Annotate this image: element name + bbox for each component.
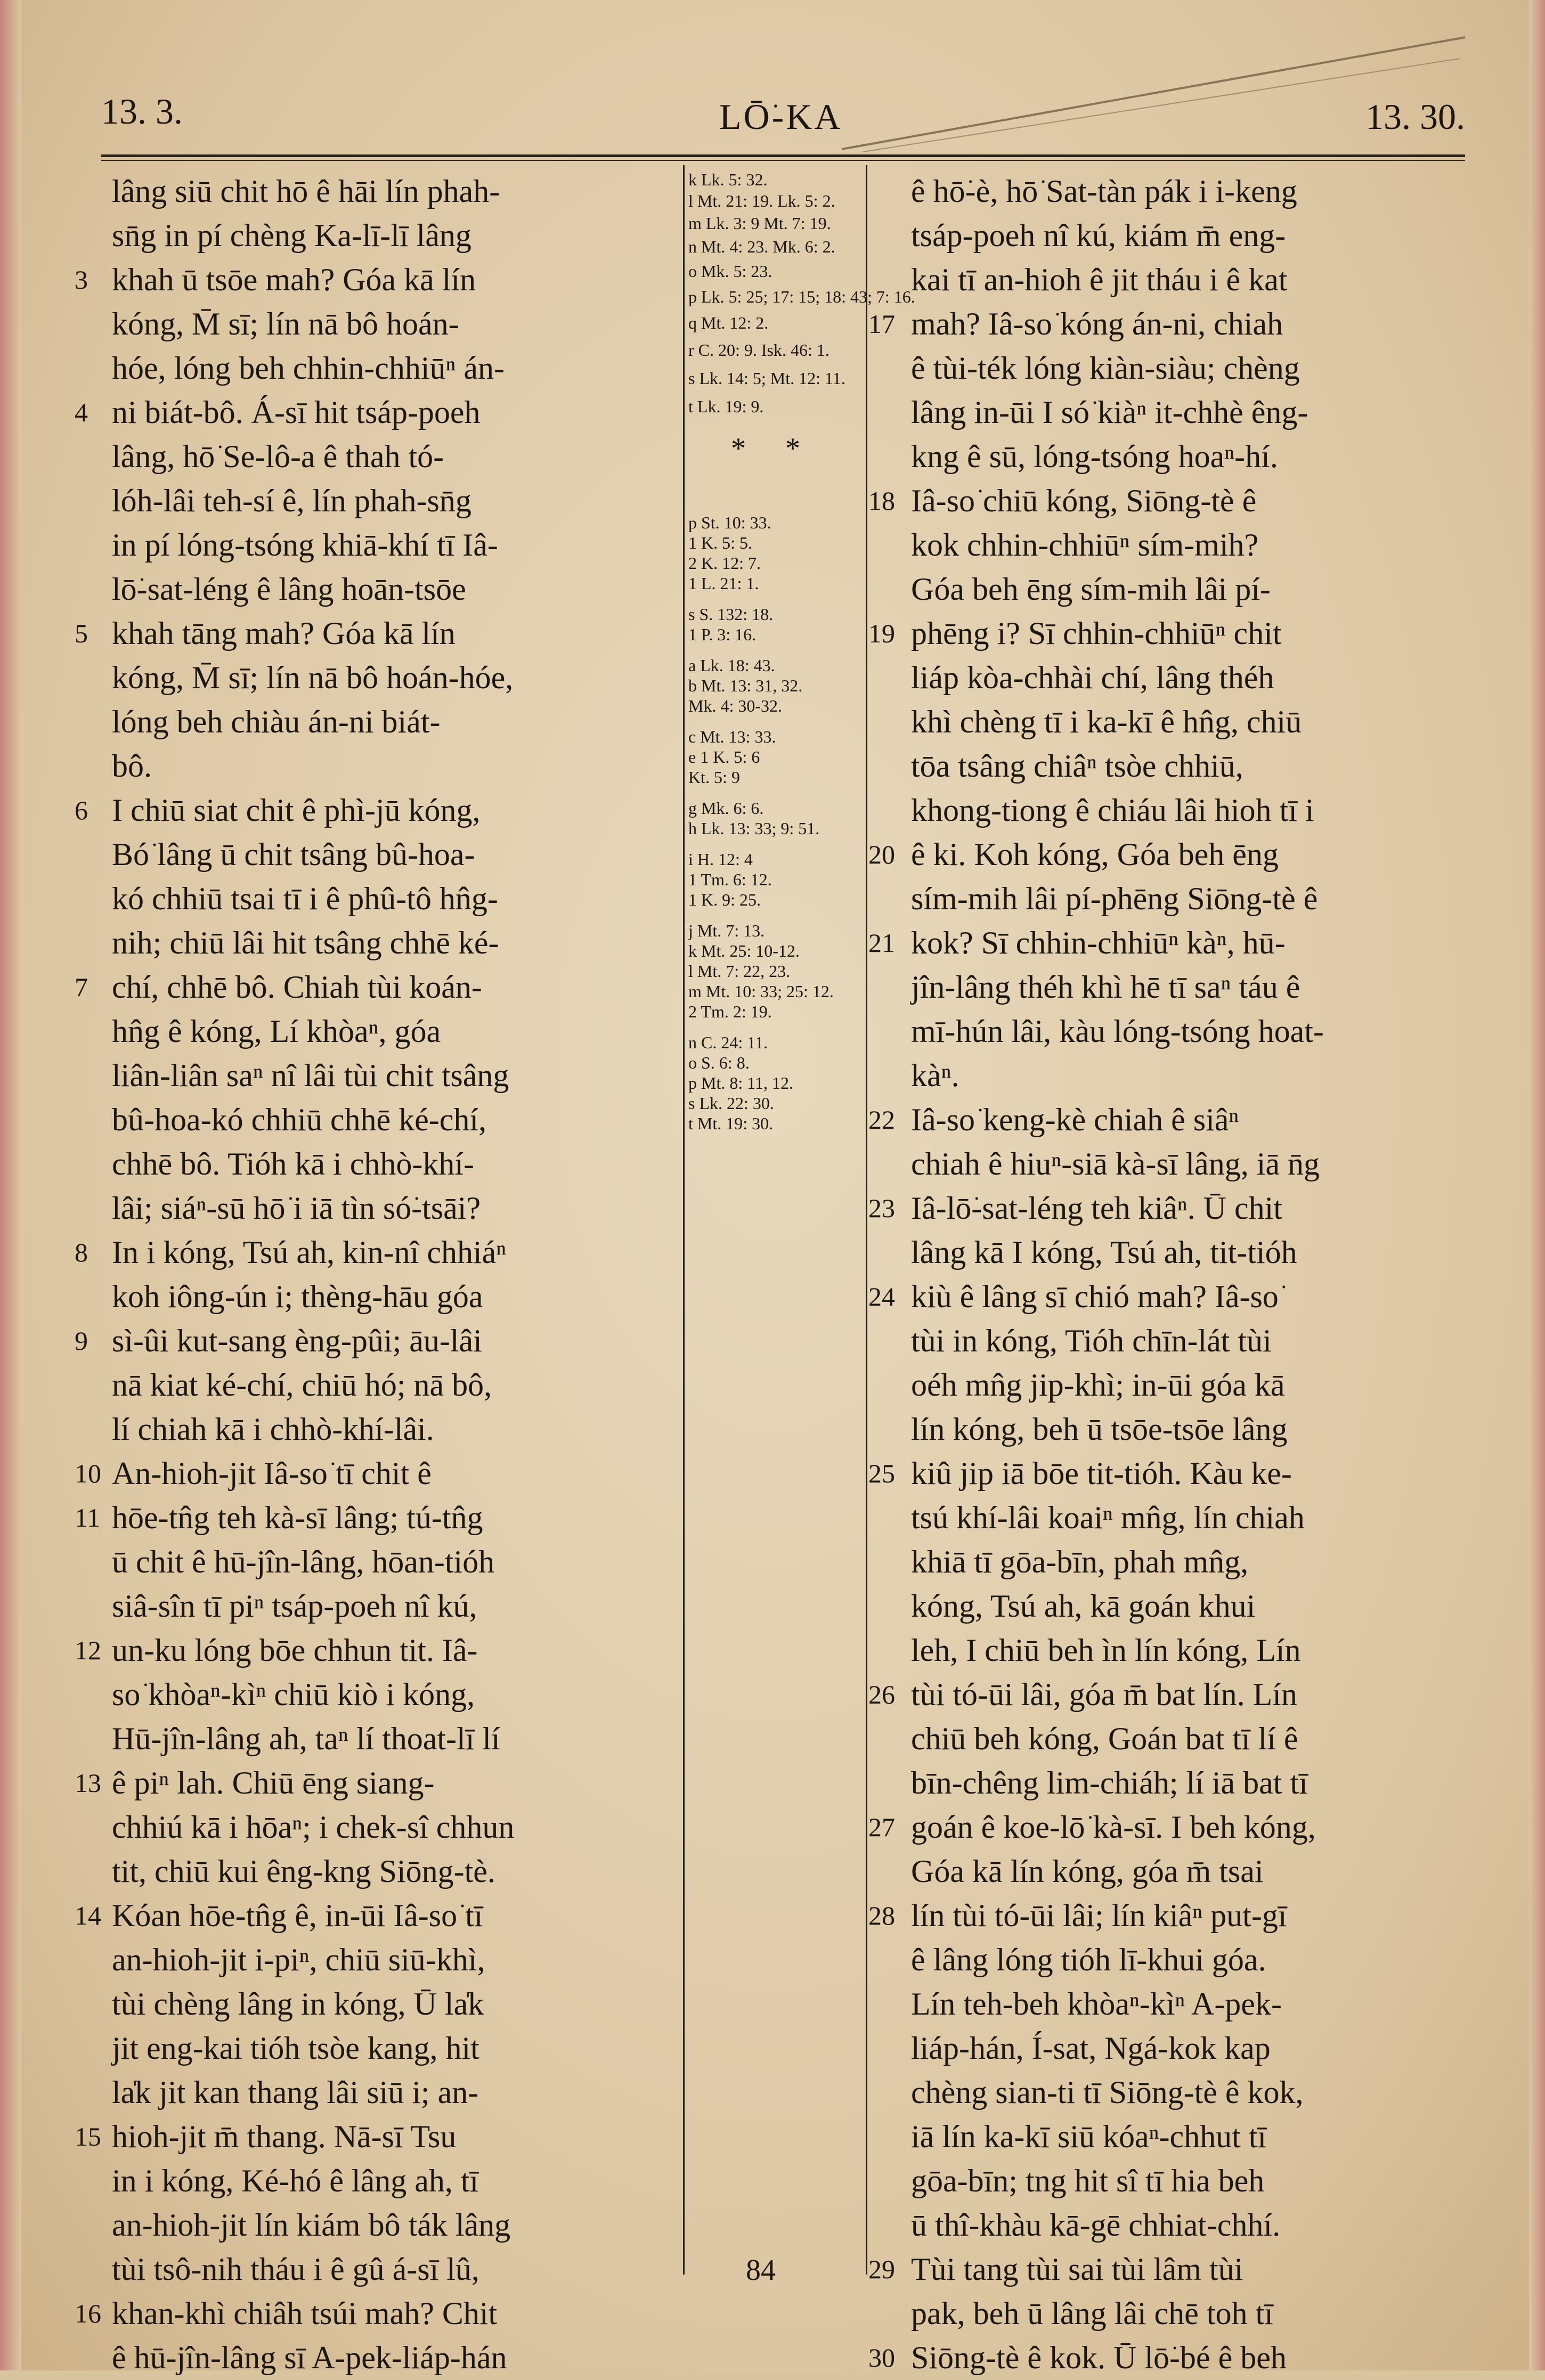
line-text: gōa-bīn; tng hit sî tī hia beh [911,2163,1265,2198]
text-line [80,567,671,612]
text-line [80,302,671,346]
line-text: kiû jip iā bōe tit-tióh. Kàu ke- [911,1456,1292,1491]
text-line [80,1938,671,1982]
cross-ref-entry: s Lk. 22: 30. [688,1094,774,1113]
text-line [868,921,1465,965]
cross-ref-entry: t Mt. 19: 30. [688,1114,774,1133]
cross-ref-entry: 1 K. 5: 5. [688,533,752,552]
line-text: In i kóng, Tsú ah, kin-nî chhiáⁿ [112,1235,507,1270]
line-text: ê lâng lóng tióh lī-khui góa. [911,1942,1266,1977]
cross-ref-entry: p St. 10: 33. [688,513,771,532]
cross-ref-entry: a Lk. 18: 43. [688,656,775,675]
line-text: mī-hún lâi, kàu lóng-tsóng hoat- [911,1014,1324,1049]
line-text: jit eng-kai tióh tsòe kang, hit [112,2031,479,2066]
cross-ref-entry: Kt. 5: 9 [688,768,740,787]
line-text: lâng siū chit hō ê hāi lín phah- [112,174,500,209]
text-line [80,833,671,877]
verse-number: 20 [868,839,895,869]
header-rule [101,154,1465,157]
line-text: ê piⁿ lah. Chiū ēng siang- [112,1765,435,1800]
cross-references [688,169,915,1134]
text-line [75,1894,671,1938]
line-text: nih; chiū lâi hit tsâng chhē ké- [112,925,499,960]
text-line [75,965,671,1009]
column-divider-right [866,165,867,2275]
text-line [80,921,671,965]
cross-ref-entry: g Mk. 6: 6. [688,798,764,818]
verse-number: 28 [868,1901,895,1930]
verse-number: 24 [868,1282,895,1311]
verse-number: 17 [868,309,895,339]
text-line [75,2292,671,2336]
cross-ref-entry: j Mt. 7: 13. [688,921,765,940]
text-line [874,1628,1465,1673]
text-line [80,1982,671,2026]
text-line [75,1319,671,1363]
text-line [80,214,671,258]
verse-number: 5 [75,618,88,648]
line-text: Iâ-lō͘-sat-léng teh kiâⁿ. Ū chit [911,1191,1282,1226]
line-text: lâng in-ūi I só͘ kiàⁿ it-chhè êng- [911,395,1308,430]
text-line [868,1673,1465,1717]
cross-ref-entry: s S. 132: 18. [688,605,774,624]
cross-ref-entry: i H. 12: 4 [688,850,753,869]
line-text: hioh-jit m̄ thang. Nā-sī Tsu [112,2119,457,2154]
line-text: liân-liân saⁿ nî lâi tùi chit tsâng [112,1058,509,1093]
text-line [874,567,1465,612]
text-line [80,1849,671,1894]
line-text: leh, I chiū beh ìn lín kóng, Lín [911,1633,1301,1668]
line-text: ū thî-khàu kā-gē chhiat-chhí. [911,2207,1281,2243]
text-line [75,1496,671,1540]
text-line [80,877,671,921]
line-text: sím-mih lâi pí-phēng Siōng-tè ê [911,881,1318,916]
line-text: in pí lóng-tsóng khiā-khí tī Iâ- [112,527,498,563]
text-line [874,1319,1465,1363]
text-line [874,965,1465,1009]
line-text: tùi chèng lâng in kóng, Ū la̍k [112,1986,484,2022]
line-text: hn̂g ê kóng, Lí khòaⁿ, góa [112,1014,441,1049]
text-line [80,1584,671,1628]
line-text: lâng, hō͘ Se-lô-a ê thah tó- [112,439,444,474]
text-line [874,2115,1465,2159]
text-line [868,1452,1465,1496]
verse-number: 16 [75,2299,101,2328]
verse-number: 15 [75,2122,101,2151]
page-edge-left [0,0,21,2370]
verse-number: 8 [75,1237,88,1267]
cross-ref-entry: m Lk. 3: 9 Mt. 7: 19. [688,214,831,233]
line-text: hōe-tn̂g teh kà-sī lâng; tú-tn̂g [112,1500,483,1535]
text-line [874,1363,1465,1407]
verse-number: 9 [75,1326,88,1356]
text-line [874,523,1465,567]
text-line [80,479,671,523]
text-line [75,390,671,435]
line-text: lín kóng, beh ū tsōe-tsōe lâng [911,1412,1288,1447]
verse-number: 29 [868,2254,895,2284]
line-text: tùi tó-ūi lâi, góa m̄ bat lín. Lín [911,1677,1297,1712]
text-line [874,1496,1465,1540]
text-line [874,744,1465,788]
verse-number: 23 [868,1193,895,1223]
text-line [868,612,1465,656]
line-text: kàⁿ. [911,1058,959,1093]
line-text: ni biát-bô. Á-sī hit tsáp-poeh [112,395,481,430]
line-text: kóng, M̄ sī; lín nā bô hoán-hóe, [112,660,514,695]
text-line [874,656,1465,700]
line-text: iā lín ka-kī siū kóaⁿ-chhut tī [911,2119,1267,2154]
line-text: oéh mn̂g jip-khì; in-ūi góa kā [911,1367,1285,1403]
line-text: chhiú kā i hōaⁿ; i chek-sî chhun [112,1810,515,1845]
line-text: An-hioh-jit Iâ-so͘ tī chit ê [112,1456,432,1491]
line-text: nā kiat ké-chí, chiū hó; nā bô, [112,1367,492,1403]
text-line [874,2203,1465,2247]
text-line [80,1009,671,1054]
line-text: liáp kòa-chhài chí, lâng théh [911,660,1274,695]
text-line [868,1186,1465,1230]
verse-number: 10 [75,1458,101,1488]
verse-number: 21 [868,928,895,958]
text-line [874,258,1465,302]
line-text: khiā tī gōa-bīn, phah mn̂g, [911,1544,1249,1579]
text-line [80,1717,671,1761]
text-line [874,1849,1465,1894]
text-line [80,2336,671,2380]
text-line [874,390,1465,435]
line-text: ê hō͘-è, hō͘ Sat-tàn pák i i-keng [911,174,1297,209]
line-text: tsáp-poeh nî kú, kiám m̄ eng- [911,218,1286,253]
verse-number: 30 [868,2343,895,2373]
text-line [80,1363,671,1407]
text-line [80,435,671,479]
cross-ref-entry: t Lk. 19: 9. [688,397,764,416]
line-text: hóe, lóng beh chhin-chhiūⁿ án- [112,351,505,386]
line-text: Góa kā lín kóng, góa m̄ tsai [911,1854,1264,1889]
text-line [874,214,1465,258]
line-text: lín tùi tó-ūi lâi; lín kiâⁿ put-gī [911,1898,1287,1933]
page-edge-right [1529,0,1545,2370]
cross-ref-entry: o Mk. 5: 23. [688,262,772,281]
cross-ref-entry: l Mt. 7: 22, 23. [688,961,791,981]
line-text: goán ê koe-lō͘ kà-sī. I beh kóng, [911,1810,1316,1845]
verse-number: 3 [75,265,88,295]
line-text: kóng, M̄ sī; lín nā bô hoán- [112,306,459,341]
text-line [80,2071,671,2115]
text-line [868,2336,1465,2380]
line-text: Bó͘ lâng ū chit tsâng bû-hoa- [112,837,475,872]
cross-ref-entry: 2 K. 12: 7. [688,553,761,573]
line-text: chèng sian-ti tī Siōng-tè ê kok, [911,2075,1304,2110]
line-text: bû-hoa-kó chhiū chhē ké-chí, [112,1102,487,1137]
text-line [80,2026,671,2071]
text-line [75,788,671,833]
line-text: lí chiah kā i chhò-khí-lâi. [112,1412,434,1447]
text-line [874,2071,1465,2115]
line-text: ê ki. Koh kóng, Góa beh ēng [911,837,1279,872]
text-line [874,2026,1465,2071]
cross-ref-entry: p Mt. 8: 11, 12. [688,1073,794,1093]
cross-ref-entry: s Lk. 14: 5; Mt. 12: 11. [688,369,845,388]
line-text: kok? Sī chhin-chhiūⁿ kàⁿ, hū- [911,925,1286,960]
text-line [874,1407,1465,1452]
text-line [874,700,1465,744]
cross-ref-entry: r C. 20: 9. Isk. 46: 1. [688,340,830,360]
line-text: an-hioh-jit i-piⁿ, chiū siū-khì, [112,1942,485,1977]
line-text: sì-ûi kut-sang èng-pûi; āu-lâi [112,1323,482,1358]
text-line [80,2247,671,2292]
verse-number: 25 [868,1458,895,1488]
line-text: Tùi tang tùi sai tùi lâm tùi [911,2252,1243,2287]
text-line [80,1540,671,1584]
text-line [874,1054,1465,1098]
line-text: khan-khì chiâh tsúi mah? Chit [112,2296,498,2331]
line-text: kng ê sū, lóng-tsóng hoaⁿ-hí. [911,439,1278,474]
cross-ref-entry: 1 P. 3: 16. [688,625,757,644]
text-line [75,1230,671,1275]
header-book-title: LŌ͘-KA [719,96,843,137]
cross-ref-entry: 1 Tm. 6: 12. [688,870,772,889]
header-right-ref: 13. 30. [1365,96,1465,137]
text-line [80,700,671,744]
text-line [874,169,1465,214]
line-text: tit, chiū kui êng-kng Siōng-tè. [112,1854,495,1889]
line-text: chiū beh kóng, Goán bat tī lí ê [911,1721,1298,1756]
verse-number: 27 [868,1812,895,1842]
text-line [874,1761,1465,1805]
text-line [874,435,1465,479]
line-text: Iâ-so͘ chiū kóng, Siōng-tè ê [911,483,1257,518]
cross-ref-entry: m Mt. 10: 33; 25: 12. [688,982,834,1001]
text-line [80,523,671,567]
line-text: kó chhiū tsai tī i ê phû-tô hn̂g- [112,881,498,916]
text-line [874,788,1465,833]
cross-ref-entry: Mk. 4: 30-32. [688,696,782,715]
line-text: tùi tsô-nih tháu i ê gû á-sī lû, [112,2252,479,2287]
verse-number: 22 [868,1105,895,1135]
line-text: lóh-lâi teh-sí ê, lín phah-sn̄g [112,483,471,518]
text-line [868,1894,1465,1938]
line-text: koh iông-ún i; thèng-hāu góa [112,1279,483,1314]
cross-ref-entry: k Mt. 25: 10-12. [688,941,800,960]
text-line [868,1098,1465,1142]
text-column-right [868,169,1465,2380]
line-text: Lín teh-beh khòaⁿ-kìⁿ A-pek- [911,1986,1282,2022]
line-text: kok chhin-chhiūⁿ sím-mih? [911,527,1259,563]
verse-number: 13 [75,1768,101,1798]
text-line [874,346,1465,390]
line-text: chiah ê hiuⁿ-siā kà-sī lâng, iā n̄g [911,1146,1320,1181]
cross-ref-entry: h Lk. 13: 33; 9: 51. [688,819,820,838]
verse-number: 11 [75,1503,101,1533]
text-line [874,1142,1465,1186]
text-line [75,2115,671,2159]
text-line [868,479,1465,523]
text-line [80,1805,671,1849]
line-text: khah tāng mah? Góa kā lín [112,616,456,651]
text-line [874,2292,1465,2336]
cross-ref-entry: k Lk. 5: 32. [688,170,768,189]
text-line [80,346,671,390]
verse-number: 4 [75,397,88,427]
text-line [874,1230,1465,1275]
verse-number: 26 [868,1680,895,1709]
text-line [80,1407,671,1452]
line-text: lâng kā I kóng, Tsú ah, tit-tióh [911,1235,1297,1270]
cross-ref-entry: l Mt. 21: 19. Lk. 5: 2. [688,191,835,210]
verse-number: 12 [75,1635,101,1665]
line-text: khì chèng tī i ka-kī ê hn̂g, chiū [911,704,1302,739]
line-text: tsú khí-lâi koaiⁿ mn̂g, lín chiah [911,1500,1305,1535]
line-text: Góa beh ēng sím-mih lâi pí- [911,572,1271,607]
text-column-left [75,169,671,2380]
text-line [868,2247,1465,2292]
line-text: siâ-sîn tī piⁿ tsáp-poeh nî kú, [112,1588,477,1624]
line-text: la̍k jit kan thang lâi siū i; an- [112,2075,479,2110]
line-text: liáp-hán, Í-sat, Ngá-kok kap [911,2031,1271,2066]
text-line [874,1717,1465,1761]
line-text: sn̄g in pí chèng Ka-lī-lī lâng [112,218,471,253]
line-text: in i kóng, Ké-hó ê lâng ah, tī [112,2163,479,2198]
cross-ref-entry: b Mt. 13: 31, 32. [688,676,803,695]
line-text: jîn-lâng théh khì hē tī saⁿ táu ê [911,969,1300,1005]
text-line [75,1628,671,1673]
line-text: I chiū siat chit ê phì-jū kóng, [112,793,481,828]
text-line [75,1452,671,1496]
line-text: chí, chhē bô. Chiah tùi koán- [112,969,482,1005]
page-number: 84 [746,2254,776,2287]
line-text: khong-tiong ê chiáu lâi hioh tī i [911,793,1314,828]
cross-ref-entry: e 1 K. 5: 6 [688,747,760,767]
text-line [80,1186,671,1230]
line-text: chhē bô. Tióh kā i chhò-khí- [112,1146,474,1181]
text-line [868,302,1465,346]
verse-number: 14 [75,1901,101,1930]
text-line [80,656,671,700]
cross-ref-entry: 2 Tm. 2: 19. [688,1002,772,1021]
text-line [868,1275,1465,1319]
section-stars: * * [731,432,816,465]
line-text: pak, beh ū lâng lâi chē toh tī [911,2296,1273,2331]
header-left-ref: 13. 3. [101,91,183,132]
text-line [874,877,1465,921]
column-divider-left [683,165,685,2275]
text-line [874,1009,1465,1054]
verse-number: 6 [75,795,88,825]
text-line [80,1054,671,1098]
cross-ref-entry: 1 L. 21: 1. [688,574,759,593]
text-line [80,744,671,788]
text-line [868,833,1465,877]
verse-number: 18 [868,486,895,516]
line-text: un-ku lóng bōe chhun tit. Iâ- [112,1633,478,1668]
line-text: kóng, Tsú ah, kā goán khui [911,1588,1256,1624]
line-text: an-hioh-jit lín kiám bô ták lâng [112,2207,511,2243]
text-line [868,1805,1465,1849]
line-text: kiù ê lâng sī chió mah? Iâ-so͘ [911,1279,1279,1314]
text-line [874,1938,1465,1982]
line-text: Iâ-so͘ keng-kè chiah ê siâⁿ [911,1102,1239,1137]
line-text: lóng beh chiàu án-ni biát- [112,704,441,739]
line-text: so͘ khòaⁿ-kìⁿ chiū kiò i kóng, [112,1677,475,1712]
verse-number: 7 [75,972,88,1002]
text-line [75,1761,671,1805]
line-text: khah ū tsōe mah? Góa kā lín [112,262,476,297]
text-line [80,1673,671,1717]
cross-ref-entry: n Mt. 4: 23. Mk. 6: 2. [688,237,835,256]
cross-ref-entry: 1 K. 9: 25. [688,890,761,909]
text-line [80,1275,671,1319]
text-line [80,1142,671,1186]
line-text: lō͘-sat-léng ê lâng hoān-tsōe [112,572,466,607]
text-line [874,2159,1465,2203]
line-text: ê hū-jîn-lâng sī A-pek-liáp-hán [112,2340,507,2375]
cross-ref-entry: q Mt. 12: 2. [688,313,769,332]
text-line [80,2159,671,2203]
line-text: ê tùi-ték lóng kiàn-siàu; chèng [911,351,1300,386]
text-line [75,258,671,302]
page-header [101,85,1465,149]
line-text: mah? Iâ-so͘ kóng án-ni, chiah [911,306,1283,341]
verse-number: 19 [868,618,895,648]
cross-ref-entry: o S. 6: 8. [688,1053,750,1072]
line-text: ū chit ê hū-jîn-lâng, hōan-tióh [112,1544,495,1579]
text-line [80,2203,671,2247]
line-text: kai tī an-hioh ê jit tháu i ê kat [911,262,1288,297]
line-text: Hū-jîn-lâng ah, taⁿ lí thoat-lī lí [112,1721,500,1756]
line-text: lâi; siáⁿ-sū hō͘ i iā tìn só͘-tsāi? [112,1191,481,1226]
text-line [874,1540,1465,1584]
line-text: Kóan hōe-tn̂g ê, in-ūi Iâ-so͘ tī [112,1898,483,1933]
cross-ref-entry: c Mt. 13: 33. [688,727,776,746]
line-text: tōa tsâng chiâⁿ tsòe chhiū, [911,748,1243,784]
text-line [80,169,671,214]
text-line [874,1584,1465,1628]
line-text: bô. [112,748,152,784]
line-text: tùi in kóng, Tióh chīn-lát tùi [911,1323,1272,1358]
text-line [80,1098,671,1142]
text-line [75,612,671,656]
line-text: Siōng-tè ê kok. Ū lō͘-bé ê beh [911,2340,1287,2375]
line-text: bīn-chêng lim-chiáh; lí iā bat tī [911,1765,1308,1800]
cross-ref-entry: n C. 24: 11. [688,1033,768,1052]
header-rule-thin [101,160,1465,161]
cross-ref-entry: p Lk. 5: 25; 17: 15; 18: 43; 7: 16. [688,287,915,306]
text-line [874,1982,1465,2026]
line-text: phēng i? Sī chhin-chhiūⁿ chit [911,616,1282,651]
